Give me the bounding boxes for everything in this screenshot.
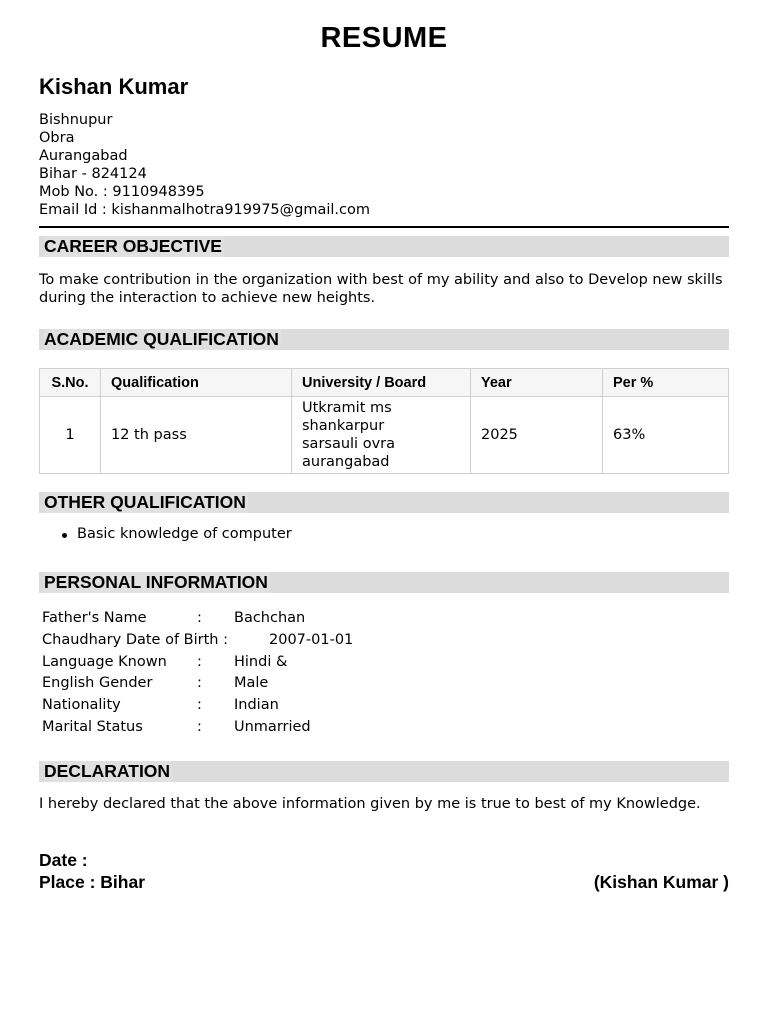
info-colon: : (197, 610, 202, 626)
info-value: 2007-01-01 (269, 631, 354, 648)
email-address: Email Id : kishanmalhotra919975@gmail.com (39, 202, 371, 218)
section-title: ACADEMIC QUALIFICATION (44, 329, 279, 349)
column-header: Qualification (101, 369, 292, 397)
info-value: Unmarried (234, 718, 311, 735)
address-line: Aurangabad (39, 148, 128, 164)
signature-name: (Kishan Kumar ) (593, 872, 729, 892)
board-line: Utkramit ms (302, 400, 392, 416)
info-colon: : (197, 653, 202, 670)
declaration-heading (39, 761, 729, 782)
table-header-row (40, 369, 729, 397)
column-header: Per % (603, 369, 729, 397)
address-line: Bishnupur (39, 112, 113, 128)
section-title: CAREER OBJECTIVE (44, 236, 222, 256)
address-line: Bihar - 824124 (39, 166, 147, 182)
date-label: Date : (39, 850, 88, 870)
declaration-text: I hereby declared that the above information given by me is true to best of my Knowledge. (39, 796, 701, 812)
address-line: Obra (39, 130, 75, 146)
column-header: Year (471, 369, 603, 397)
mobile-number: Mob No. : 9110948395 (39, 184, 205, 200)
cell-sno: 1 (40, 397, 101, 474)
personal-information-heading (39, 572, 729, 593)
list-item-text: Basic knowledge of computer (77, 526, 292, 542)
bullet-icon (62, 533, 67, 538)
candidate-name: Kishan Kumar (39, 74, 189, 99)
info-value: Male (234, 675, 269, 692)
info-label: English Gender (42, 675, 153, 692)
info-colon: : (197, 718, 202, 735)
section-title: OTHER QUALIFICATION (44, 492, 246, 512)
column-header: University / Board (292, 369, 471, 397)
career-objective-heading (39, 236, 729, 257)
info-label: Language Known (42, 653, 167, 670)
career-objective-text: To make contribution in the organization with best of my ability and also to Develop new skills during the interaction to achieve new heights. (39, 272, 723, 306)
cell-percent: 63% (603, 397, 729, 474)
list-item (62, 526, 292, 542)
column-header: S.No. (40, 369, 101, 397)
place-label: Place : Bihar (39, 872, 146, 892)
other-qualification-heading (39, 492, 729, 513)
section-title: DECLARATION (44, 761, 171, 781)
cell-qualification: 12 th pass (101, 397, 292, 474)
contact-block (39, 111, 370, 219)
section-title: PERSONAL INFORMATION (44, 572, 268, 592)
table-row (40, 397, 729, 474)
document-title: RESUME (320, 22, 448, 54)
board-line: shankarpur (302, 418, 385, 434)
header-divider (39, 226, 729, 228)
board-line: sarsauli ovra (302, 436, 395, 452)
info-value: Bachchan (234, 610, 306, 626)
info-label: Father's Name (42, 610, 147, 626)
info-label: Marital Status (42, 718, 143, 735)
info-label: Chaudhary Date of Birth : (42, 631, 228, 648)
info-colon: : (197, 697, 202, 714)
info-value: Indian (234, 697, 279, 714)
info-label: Nationality (42, 697, 121, 714)
info-colon: : (197, 675, 202, 692)
board-line: aurangabad (302, 454, 390, 470)
cell-board (292, 397, 471, 474)
info-value: Hindi & (234, 653, 288, 670)
cell-year: 2025 (471, 397, 603, 474)
academic-table (39, 368, 729, 474)
academic-qualification-heading (39, 329, 729, 350)
